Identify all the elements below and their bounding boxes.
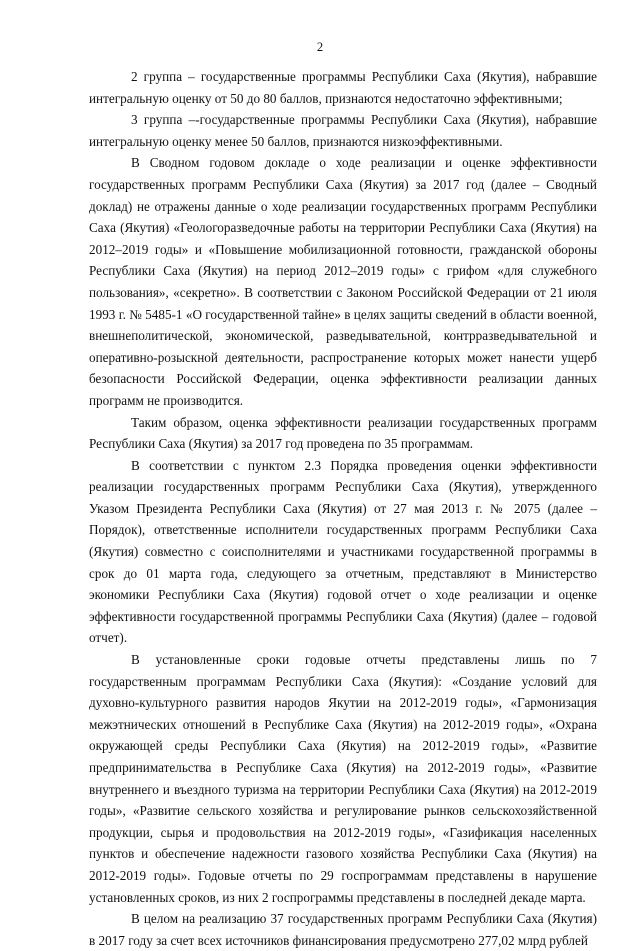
paragraph-summary-report: В Сводном годовом докладе о ходе реализации и оценке эффективности государственных программ Республики Саха (Якутия) за 2017 год (далее – Сводный доклад) не отражены данные о ходе реализации государственных программ Республики Саха (Якутия) «Геологоразведочные работы на территории Республики Саха (Якутия) на 2012–2019 годы» и «Повышение мобилизационной готовности, гражданской обороны Республики Саха (Якутия) на период 2012–2019 годы» с грифом «для служебного пользования», «секретно». В соответствии с Законом Российской Федерации от 21 июля 1993 г. № 5485-1 «О государственной тайне» в целях защиты сведений в области военной, внешнеполитической, экономической, разведывательной, контрразведывательной и оперативно-розыскной деятельности, распространение которых может нанести ущерб безопасности Российской Федерации, оценка эффективности реализации данных программ не производится.	[89, 155, 597, 408]
document-body	[89, 66, 597, 951]
paragraph-program-count: Таким образом, оценка эффективности реализации государственных программ Республики Саха (Якутия) за 2017 год проведена по 35 программам.	[89, 414, 597, 452]
page-number: 2	[316, 40, 324, 54]
paragraph-financing: В целом на реализацию 37 государственных программ Республики Саха (Якутия) в 2017 году за счет всех источников финансирования предусмотрено 277,02 млрд рублей	[89, 911, 597, 948]
paragraph-group-3: 3 группа –-государственные программы Республики Саха (Якутия), набравшие интегральную оценку менее 50 баллов, признаются низкоэффективными.	[89, 112, 597, 149]
paragraph-group-2: 2 группа – государственные программы Республики Саха (Якутия), набравшие интегральную оценку от 50 до 80 баллов, признаются недостаточно эффективными;	[89, 69, 597, 106]
paragraph-report-deadlines: В установленные сроки годовые отчеты представлены лишь по 7 государственным программам Республики Саха (Якутия): «Создание условий для духовно-культурного развития народов Якутии на 2012-2019 годы», «Гармонизация межэтнических отношений в Республике Саха (Якутия) на 2012-2019 годы», «Охрана окружающей среды Республики Саха (Якутия) на 2012-2019 годы», «Развитие предпринимательства в Республике Саха (Якутия) на 2012-2019 годы», «Развитие внутреннего и въездного туризма на территории Республики Саха (Якутия) на 2012-2019 годы», «Развитие сельского хозяйства и регулирование рынков сельскохозяйственной продукции, сырья и продовольствия на 2012-2019 годы», «Газификация населенных пунктов и обеспечение надежности газового хозяйства Республики Саха (Якутия) на 2012-2019 годы». Годовые отчеты по 29 госпрограммам представлены в нарушение установленных сроков, из них 2 госпрограммы представлены в последней декаде марта.	[89, 652, 597, 905]
paragraph-procedure: В соответствии с пунктом 2.3 Порядка проведения оценки эффективности реализации государственных программ Республики Саха (Якутия), утвержденного Указом Президента Республики Саха (Якутия) от 27 мая 2013 г. № 2075 (далее – Порядок), ответственные исполнители государственных программ Республики Саха (Якутия) совместно с соисполнителями и участниками государственной программы в срок до 01 марта года, следующего за отчетным, представляют в Министерство экономики Республики Саха (Якутия) годовой отчет о ходе реализации и оценке эффективности государственной программы Республики Саха (Якутия) (далее – годовой отчет).	[89, 457, 597, 646]
